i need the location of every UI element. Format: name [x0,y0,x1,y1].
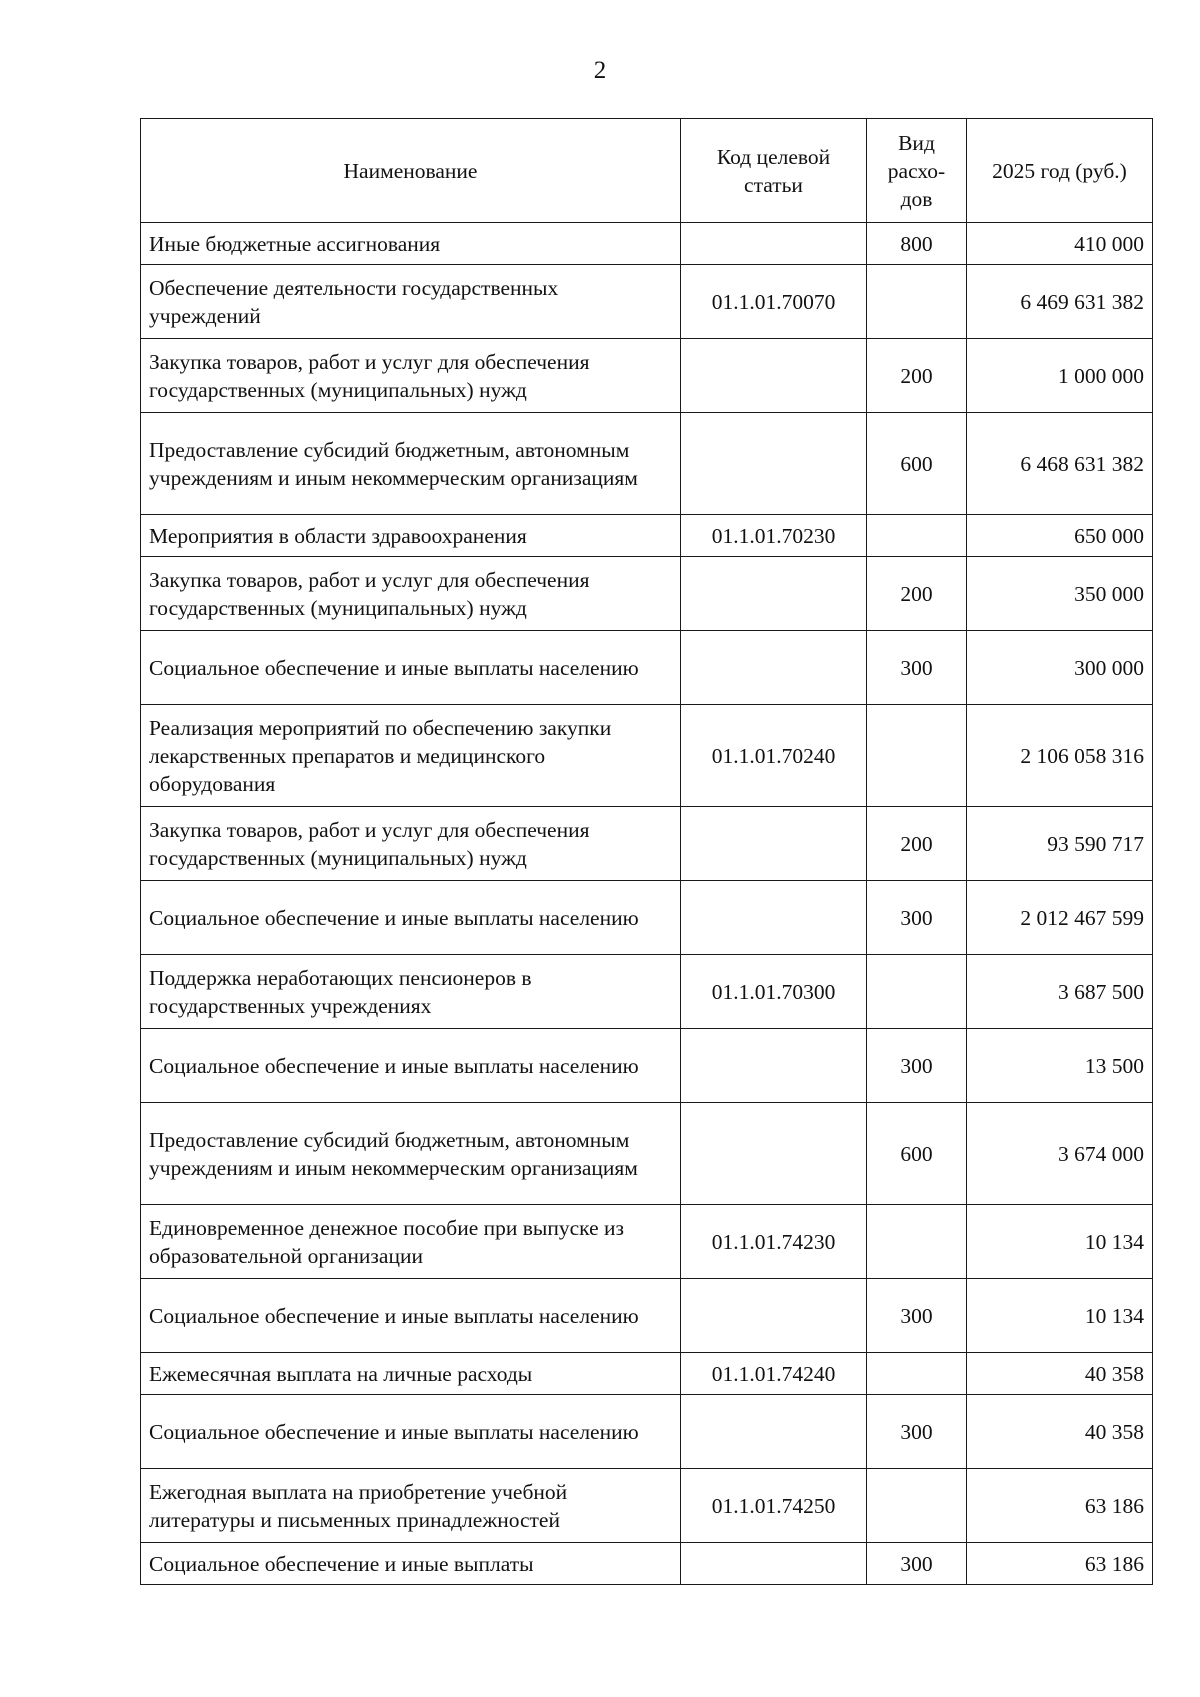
table-row [141,265,1153,339]
budget-table [140,118,1153,1585]
row-code [681,413,867,515]
row-kind [867,955,967,1029]
table-row [141,881,1153,955]
row-kind: 300 [867,1279,967,1353]
row-name: Социальное обеспечение и иные выплаты населению [141,881,681,955]
row-sum: 410 000 [967,223,1153,265]
row-name: Предоставление субсидий бюджетным, автономным учреждениям и иным некоммерческим организациям [141,1103,681,1205]
row-code: 01.1.01.70300 [681,955,867,1029]
header-kind: Вид расхо-дов [867,119,967,223]
row-sum: 2 012 467 599 [967,881,1153,955]
row-kind: 300 [867,1029,967,1103]
row-kind: 200 [867,807,967,881]
row-sum: 3 687 500 [967,955,1153,1029]
row-code [681,223,867,265]
table-row [141,413,1153,515]
table-row [141,1029,1153,1103]
row-kind [867,1205,967,1279]
row-kind: 300 [867,881,967,955]
table-row [141,955,1153,1029]
row-name: Мероприятия в области здравоохранения [141,515,681,557]
row-name: Социальное обеспечение и иные выплаты населению [141,1029,681,1103]
row-code [681,807,867,881]
table-row [141,1395,1153,1469]
row-name: Социальное обеспечение и иные выплаты населению [141,631,681,705]
row-code [681,557,867,631]
row-code [681,1029,867,1103]
row-kind [867,265,967,339]
table-row [141,557,1153,631]
row-name: Социальное обеспечение и иные выплаты [141,1543,681,1585]
row-sum: 6 469 631 382 [967,265,1153,339]
row-sum: 10 134 [967,1279,1153,1353]
row-kind [867,1353,967,1395]
row-sum: 63 186 [967,1543,1153,1585]
header-sum: 2025 год (руб.) [967,119,1153,223]
row-name: Предоставление субсидий бюджетным, автономным учреждениям и иным некоммерческим организациям [141,413,681,515]
row-kind: 600 [867,1103,967,1205]
row-sum: 3 674 000 [967,1103,1153,1205]
table-row [141,515,1153,557]
row-kind: 200 [867,557,967,631]
row-name: Иные бюджетные ассигнования [141,223,681,265]
table-header-row [141,119,1153,223]
row-name: Социальное обеспечение и иные выплаты населению [141,1395,681,1469]
row-code [681,1103,867,1205]
row-code [681,1279,867,1353]
row-sum: 300 000 [967,631,1153,705]
row-code: 01.1.01.74250 [681,1469,867,1543]
row-code: 01.1.01.74230 [681,1205,867,1279]
row-sum: 2 106 058 316 [967,705,1153,807]
row-kind: 300 [867,631,967,705]
row-name: Единовременное денежное пособие при выпуске из образовательной организации [141,1205,681,1279]
table-row [141,1103,1153,1205]
table-row [141,1353,1153,1395]
table-row [141,631,1153,705]
row-kind [867,1469,967,1543]
row-name: Ежемесячная выплата на личные расходы [141,1353,681,1395]
row-sum: 63 186 [967,1469,1153,1543]
row-code: 01.1.01.74240 [681,1353,867,1395]
table-row [141,705,1153,807]
row-code [681,1543,867,1585]
row-kind: 300 [867,1395,967,1469]
row-sum: 10 134 [967,1205,1153,1279]
row-name: Закупка товаров, работ и услуг для обеспечения государственных (муниципальных) нужд [141,339,681,413]
row-sum: 93 590 717 [967,807,1153,881]
row-sum: 40 358 [967,1353,1153,1395]
row-sum: 350 000 [967,557,1153,631]
table-row [141,1279,1153,1353]
row-code [681,339,867,413]
table-row [141,1205,1153,1279]
row-sum: 13 500 [967,1029,1153,1103]
row-code [681,1395,867,1469]
table-row [141,1543,1153,1585]
row-kind: 200 [867,339,967,413]
row-name: Обеспечение деятельности государственных учреждений [141,265,681,339]
row-code: 01.1.01.70070 [681,265,867,339]
row-name: Социальное обеспечение и иные выплаты населению [141,1279,681,1353]
row-code [681,631,867,705]
row-name: Реализация мероприятий по обеспечению закупки лекарственных препаратов и медицинского оборудования [141,705,681,807]
row-name: Закупка товаров, работ и услуг для обеспечения государственных (муниципальных) нужд [141,557,681,631]
table-row [141,339,1153,413]
row-code: 01.1.01.70240 [681,705,867,807]
row-sum: 1 000 000 [967,339,1153,413]
row-name: Ежегодная выплата на приобретение учебной литературы и письменных принадлежностей [141,1469,681,1543]
table-row [141,807,1153,881]
row-code: 01.1.01.70230 [681,515,867,557]
header-name: Наименование [141,119,681,223]
row-kind [867,705,967,807]
row-name: Закупка товаров, работ и услуг для обеспечения государственных (муниципальных) нужд [141,807,681,881]
header-code: Код целевой статьи [681,119,867,223]
row-name: Поддержка неработающих пенсионеров в государственных учреждениях [141,955,681,1029]
table-row [141,1469,1153,1543]
page-number: 2 [593,57,607,84]
row-kind: 800 [867,223,967,265]
row-sum: 40 358 [967,1395,1153,1469]
row-code [681,881,867,955]
row-kind: 600 [867,413,967,515]
row-kind [867,515,967,557]
row-sum: 6 468 631 382 [967,413,1153,515]
row-kind: 300 [867,1543,967,1585]
row-sum: 650 000 [967,515,1153,557]
table-row [141,223,1153,265]
